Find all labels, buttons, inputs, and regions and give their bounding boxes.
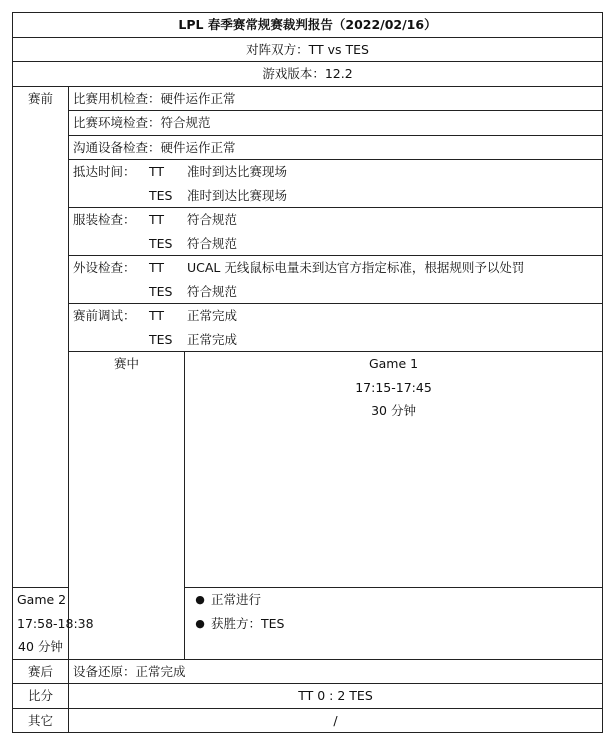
matchup-row [13, 37, 603, 62]
peripheral-tes-team: TES [149, 283, 173, 299]
score-value: TT 0 : 2 TES [69, 684, 603, 709]
peripheral-tes-value: 符合规范 [187, 283, 238, 299]
other-value: / [69, 708, 603, 733]
debug-tes-value: 正常完成 [187, 331, 238, 347]
attire-tt-row [13, 208, 603, 232]
arrival-tes-team: TES [149, 187, 173, 203]
list-item [189, 588, 598, 612]
attire-tt-team: TT [149, 212, 165, 227]
pre-section-label: 赛前 [13, 86, 69, 588]
game2-notes [185, 588, 603, 660]
bullet-icon: ● [195, 593, 205, 606]
debug-tt-value: 正常完成 [187, 308, 238, 323]
game2-info [13, 588, 94, 660]
post-section-label: 赛后 [13, 659, 69, 684]
arrival-tt-row [13, 160, 603, 184]
game2-name: Game 2 [17, 592, 67, 607]
title-row [13, 13, 603, 38]
score-label: 比分 [13, 684, 69, 709]
score-row [13, 684, 603, 709]
other-row [13, 708, 603, 733]
version-row [13, 62, 603, 87]
post-value: 设备还原：正常完成 [69, 659, 603, 684]
debug-key: 赛前调试： [73, 308, 136, 323]
arrival-tes [69, 184, 603, 208]
debug-tt [69, 304, 603, 328]
arrival-tt [69, 160, 603, 184]
machine-check: 比赛用机检查：硬件运作正常 [69, 86, 603, 111]
attire-tes-value: 符合规范 [187, 235, 238, 251]
game2-time: 17:58-18:38 [17, 615, 94, 631]
peripheral-tt-value: UCAL 无线鼠标电量未到达官方指定标准，根据规则予以处罚 [187, 260, 525, 275]
peripheral-tes [69, 280, 603, 304]
game1-duration: 30 分钟 [371, 403, 416, 418]
report-table [12, 12, 603, 733]
attire-tes [69, 232, 603, 256]
peripheral-tt-row [13, 256, 603, 280]
debug-tes [69, 328, 603, 352]
report-title: LPL 春季赛常规赛裁判报告（2022/02/16） [13, 13, 603, 38]
referee-report [12, 12, 602, 733]
arrival-tes-value: 准时到达比赛现场 [187, 187, 288, 203]
pre-env-row [13, 111, 603, 136]
game2-note-1: 正常进行 [211, 592, 262, 607]
matchup: 对阵双方：TT vs TES [13, 37, 603, 62]
bullet-icon: ● [195, 616, 205, 630]
game1-row [13, 352, 603, 588]
game2-note-2: 获胜方：TES [211, 615, 285, 631]
debug-tt-team: TT [149, 308, 165, 323]
arrival-tes-row [13, 184, 603, 208]
environment-check: 比赛环境检查：符合规范 [69, 111, 603, 136]
attire-tt [69, 208, 603, 232]
peripheral-key: 外设检查： [73, 260, 136, 275]
arrival-tt-team: TT [149, 164, 165, 179]
list-item [189, 612, 598, 636]
attire-tes-team: TES [149, 235, 173, 251]
debug-tes-team: TES [149, 331, 173, 347]
arrival-key: 抵达时间： [73, 164, 136, 179]
attire-tt-value: 符合规范 [187, 212, 238, 227]
game-version: 游戏版本：12.2 [13, 62, 603, 87]
game1-name: Game 1 [368, 356, 419, 371]
peripheral-tt-team: TT [149, 260, 165, 275]
peripheral-tt [69, 256, 603, 280]
arrival-tt-value: 准时到达比赛现场 [187, 164, 288, 179]
attire-tes-row [13, 232, 603, 256]
game1-time: 17:15-17:45 [355, 379, 432, 395]
other-label: 其它 [13, 708, 69, 733]
debug-tt-row [13, 304, 603, 328]
game1-info [185, 352, 603, 588]
mid-section-label: 赛中 [69, 352, 185, 660]
peripheral-tes-row [13, 280, 603, 304]
post-row [13, 659, 603, 684]
pre-comm-row [13, 135, 603, 160]
pre-machine-row [13, 86, 603, 111]
game2-duration: 40 分钟 [18, 639, 63, 654]
attire-key: 服装检查： [73, 212, 136, 227]
debug-tes-row [13, 328, 603, 352]
communication-check: 沟通设备检查：硬件运作正常 [69, 135, 603, 160]
